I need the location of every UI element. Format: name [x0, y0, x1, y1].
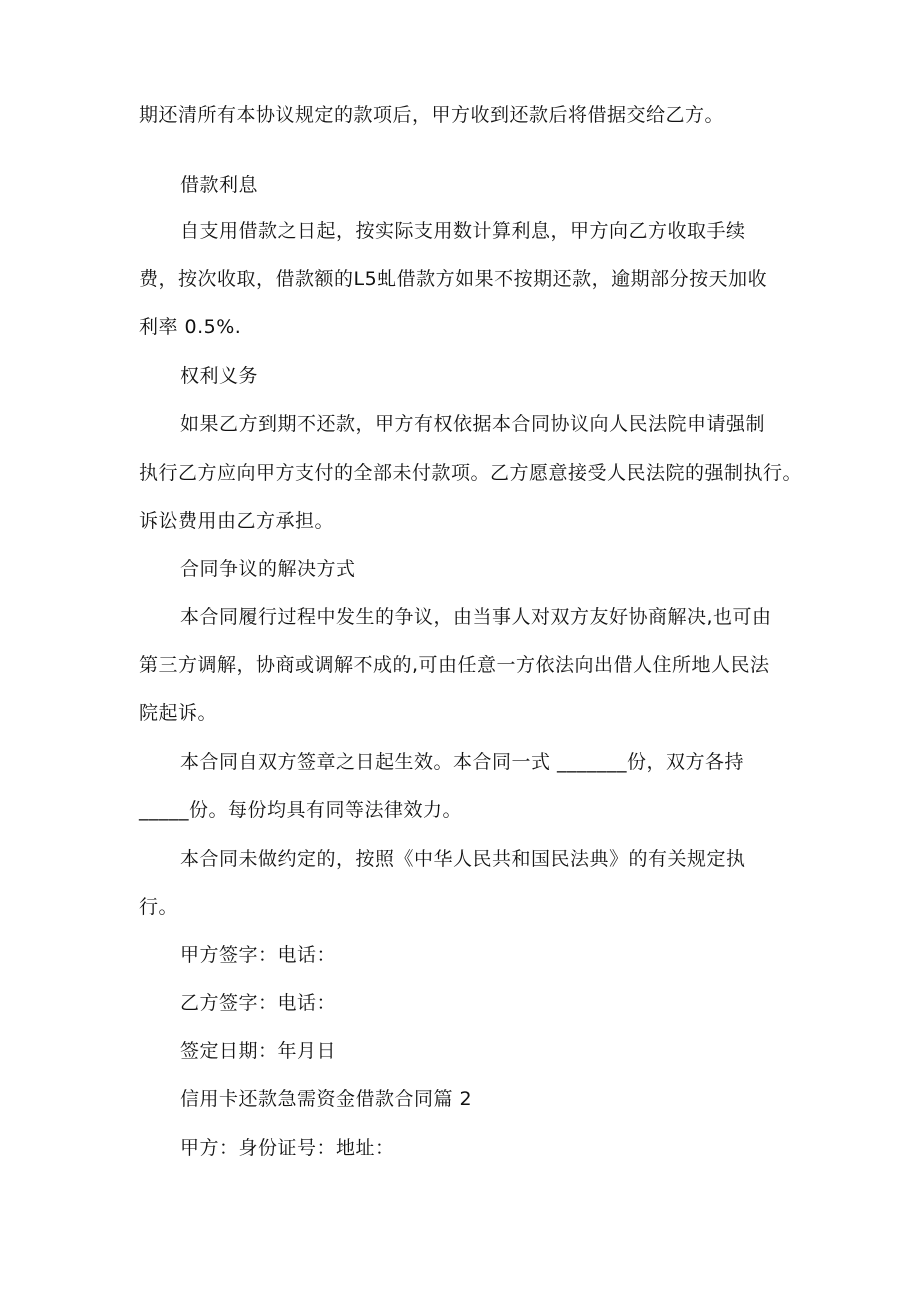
paragraph-line: 第三方调解，协商或调解不成的,可由任意一方依法向出借人住所地人民法	[139, 654, 770, 676]
paragraph-line: 期还清所有本协议规定的款项后，甲方收到还款后将借据交给乙方。	[139, 104, 725, 126]
paragraph-line: 费，按次收取，借款额的L5虬借款方如果不按期还款，逾期部分按天加收	[139, 268, 768, 290]
paragraph-line: 自支用借款之日起，按实际支用数计算利息，甲方向乙方收取手续	[180, 220, 746, 242]
paragraph-line: 利率 0.5%.	[139, 316, 242, 338]
section-heading-dispute: 合同争议的解决方式	[180, 558, 356, 580]
signing-date: 签定日期：年月日	[180, 1040, 337, 1062]
signature-party-b: 乙方签字：电话：	[180, 992, 337, 1014]
paragraph-line: 行。	[139, 896, 179, 918]
paragraph-line: 院起诉。	[139, 702, 218, 724]
party-a-info: 甲方：身份证号：地址：	[180, 1137, 395, 1159]
article-title: 信用卡还款急需资金借款合同篇 2	[180, 1088, 473, 1110]
paragraph-line: 如果乙方到期不还款，甲方有权依据本合同协议向人民法院申请强制	[180, 413, 766, 435]
paragraph-line: 执行乙方应向甲方支付的全部未付款项。乙方愿意接受人民法院的强制执行。	[139, 462, 803, 484]
section-heading-rights: 权利义务	[180, 365, 259, 387]
paragraph-line: 本合同未做约定的，按照《中华人民共和国民法典》的有关规定执	[180, 848, 746, 870]
paragraph-line: 本合同履行过程中发生的争议，由当事人对双方友好协商解决,也可由	[180, 606, 772, 628]
paragraph-line: _____份。每份均具有同等法律效力。	[139, 799, 463, 821]
signature-party-a: 甲方签字：电话：	[180, 944, 337, 966]
section-heading-interest: 借款利息	[180, 174, 259, 196]
paragraph-line: 诉讼费用由乙方承担。	[139, 510, 335, 532]
paragraph-line: 本合同自双方签章之日起生效。本合同一式 _______份，双方各持	[180, 751, 745, 773]
